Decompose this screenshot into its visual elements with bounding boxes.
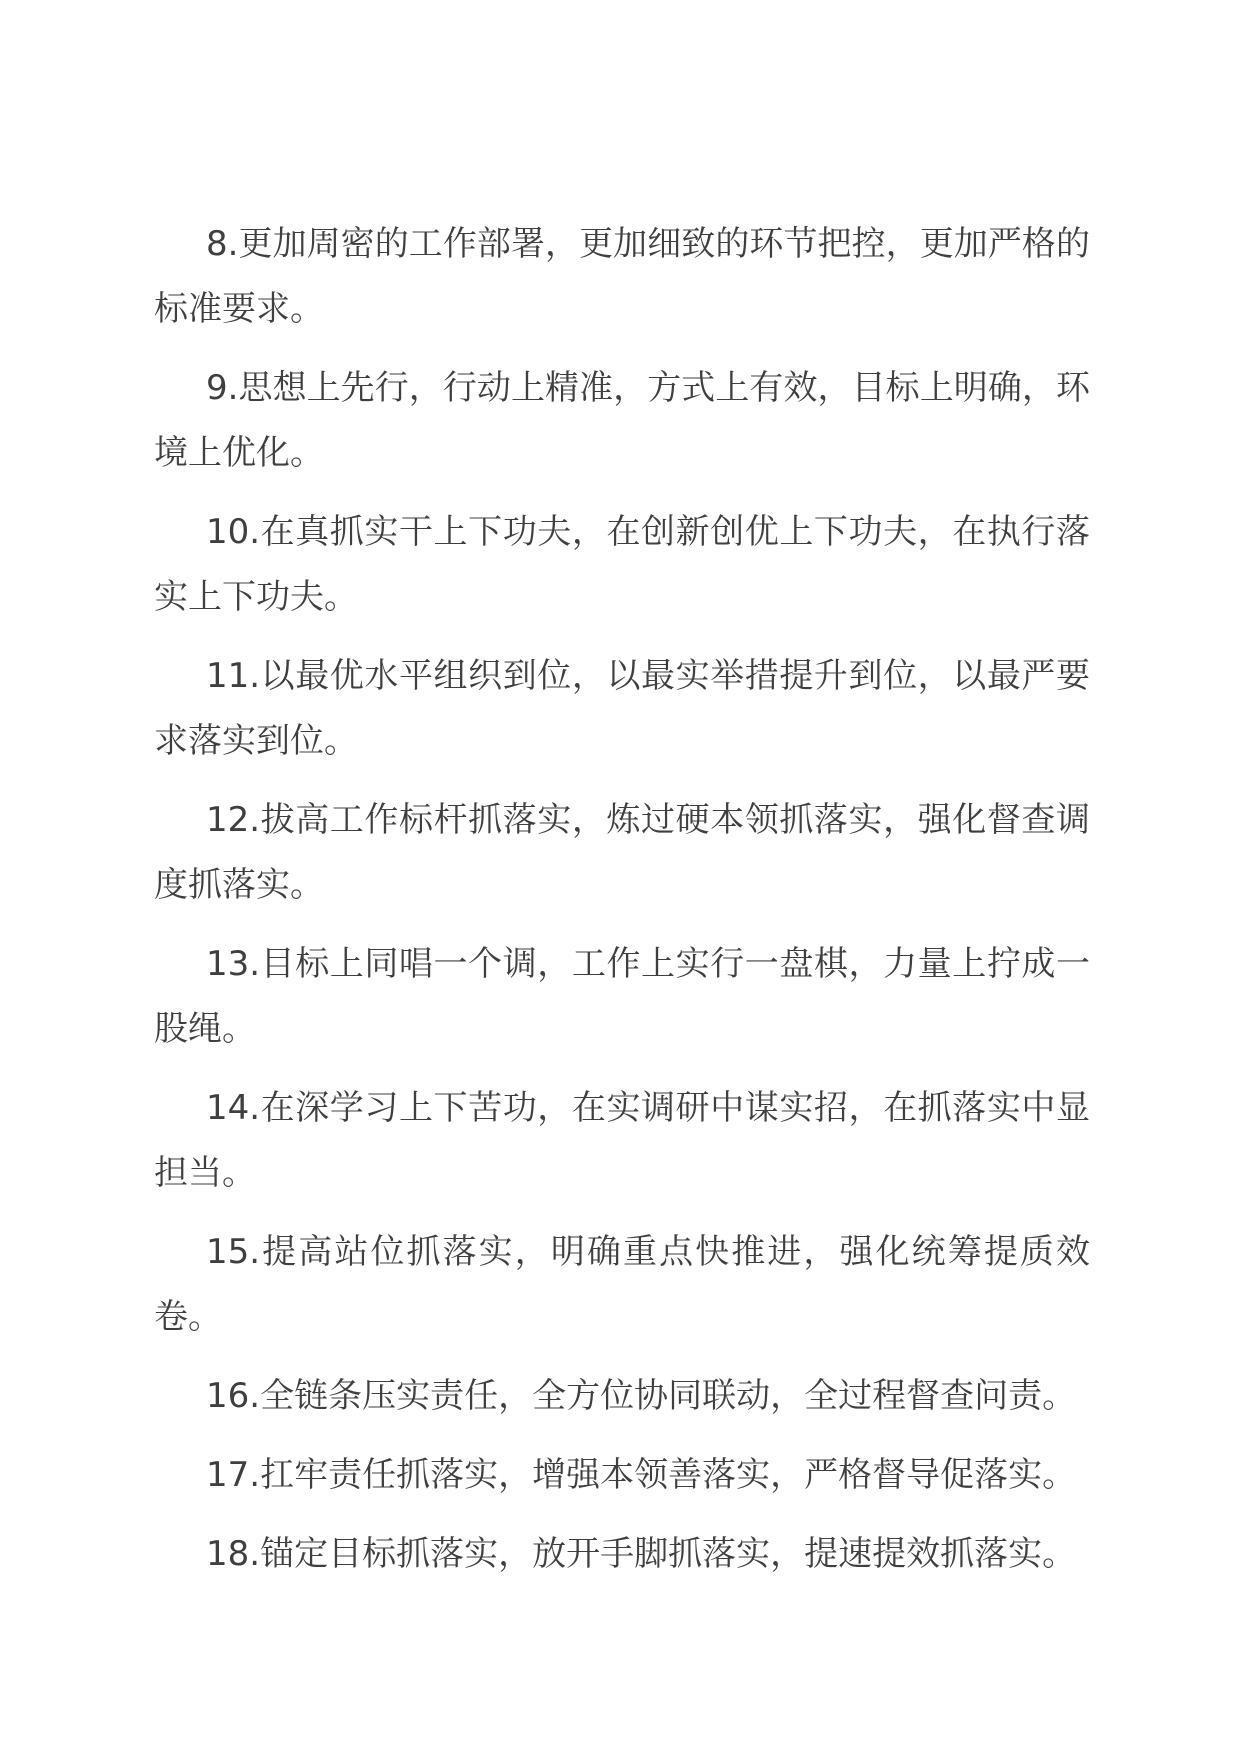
paragraph-item-9: 9.思想上先行，行动上精准，方式上有效，目标上明确，环境上优化。 bbox=[154, 368, 1090, 473]
paragraph-item-18: 18.锚定目标抓落实，放开手脚抓落实，提速提效抓落实。 bbox=[206, 1534, 1077, 1574]
paragraph-item-14: 14.在深学习上下苦功，在实调研中谋实招，在抓落实中显担当。 bbox=[154, 1088, 1090, 1193]
paragraph-item-13: 13.目标上同唱一个调，工作上实行一盘棋，力量上拧成一股绳。 bbox=[154, 944, 1090, 1049]
paragraph-item-12: 12.拔高工作标杆抓落实，炼过硬本领抓落实，强化督查调度抓落实。 bbox=[154, 800, 1090, 905]
document-body bbox=[154, 212, 1090, 1601]
paragraph-item-15: 15.提高站位抓落实，明确重点快推进，强化统筹提质效卷。 bbox=[154, 1232, 1090, 1337]
paragraph-item-8: 8.更加周密的工作部署，更加细致的环节把控，更加严格的标准要求。 bbox=[154, 224, 1090, 329]
paragraph-item-16: 16.全链条压实责任，全方位协同联动，全过程督查问责。 bbox=[206, 1376, 1077, 1416]
paragraph-item-17: 17.扛牢责任抓落实，增强本领善落实，严格督导促落实。 bbox=[206, 1455, 1077, 1495]
paragraph-item-10: 10.在真抓实干上下功夫，在创新创优上下功夫，在执行落实上下功夫。 bbox=[154, 512, 1090, 617]
paragraph-item-11: 11.以最优水平组织到位，以最实举措提升到位，以最严要求落实到位。 bbox=[154, 656, 1090, 761]
